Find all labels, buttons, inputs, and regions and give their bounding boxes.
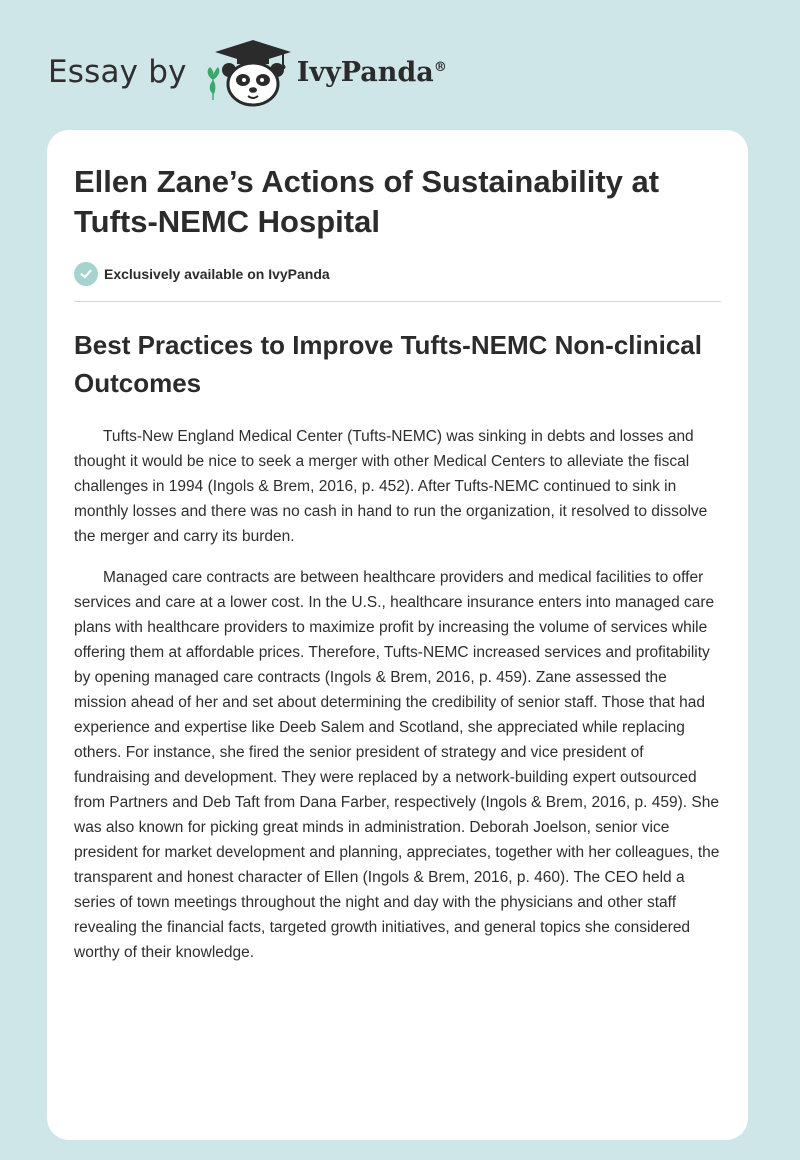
brand-name: IvyPanda — [296, 56, 434, 88]
divider — [74, 301, 721, 302]
paragraph-1: Tufts-New England Medical Center (Tufts-NEMC) was sinking in debts and losses and thought it would be nice to seek a merger with other Medical Centers to alleviate the fiscal challenges in 1994 (Ingols & Brem, 2016, p. 452). After Tufts-NEMC continued to sink in monthly losses and there was no cash in hand to run the organization, it resolved to dissolve the merger and carry its burden. — [74, 428, 708, 545]
section-heading: Best Practices to Improve Tufts-NEMC Non-clinical Outcomes — [74, 330, 702, 398]
ivy-leaf-icon — [207, 67, 219, 100]
availability-badge — [74, 262, 721, 286]
panda-logo-icon — [201, 36, 293, 108]
essay-by-label: Essay by — [48, 54, 187, 90]
registered-mark: ® — [433, 59, 447, 75]
check-icon — [74, 262, 98, 286]
availability-label: Exclusively available on IvyPanda — [104, 266, 330, 282]
paragraph-2: Managed care contracts are between healthcare providers and medical facilities to offer services and care at a lower cost. In the U.S., healthcare insurance enters into managed care plans with healthcare providers to maximize profit by increasing the volume of services while offering them at affordable prices. Therefore, Tufts-NEMC increased services and profitability by opening managed care contracts (Ingols & Brem, 2016, p. 459). Zane assessed the mission ahead of her and set about determining the credibility of senior staff. Those that had experience and expertise like Deeb Salem and Scotland, she appreciated while replacing others. For instance, she fired the senior president of strategy and vice president of fundraising and development. They were replaced by a network-building expert outsourced from Partners and Deb Taft from Dana Farber, respectively (Ingols & Brem, 2016, p. 459). She was also known for picking great minds in administration. Deborah Joelson, senior vice president for market development and planning, appreciates, together with her colleagues, the transparent and honest character of Ellen (Ingols & Brem, 2016, p. 460). The CEO held a series of town meetings throughout the night and day with the physicians and other staff revealing the financial facts, targeted growth initiatives, and general topics she considered worthy of their knowledge. — [74, 569, 720, 961]
essay-card — [47, 130, 748, 1140]
ivypanda-wordmark — [297, 57, 447, 88]
essay-title: Ellen Zane’s Actions of Sustainability at Tufts-NEMC Hospital — [74, 164, 660, 239]
brand-header[interactable] — [48, 36, 447, 108]
